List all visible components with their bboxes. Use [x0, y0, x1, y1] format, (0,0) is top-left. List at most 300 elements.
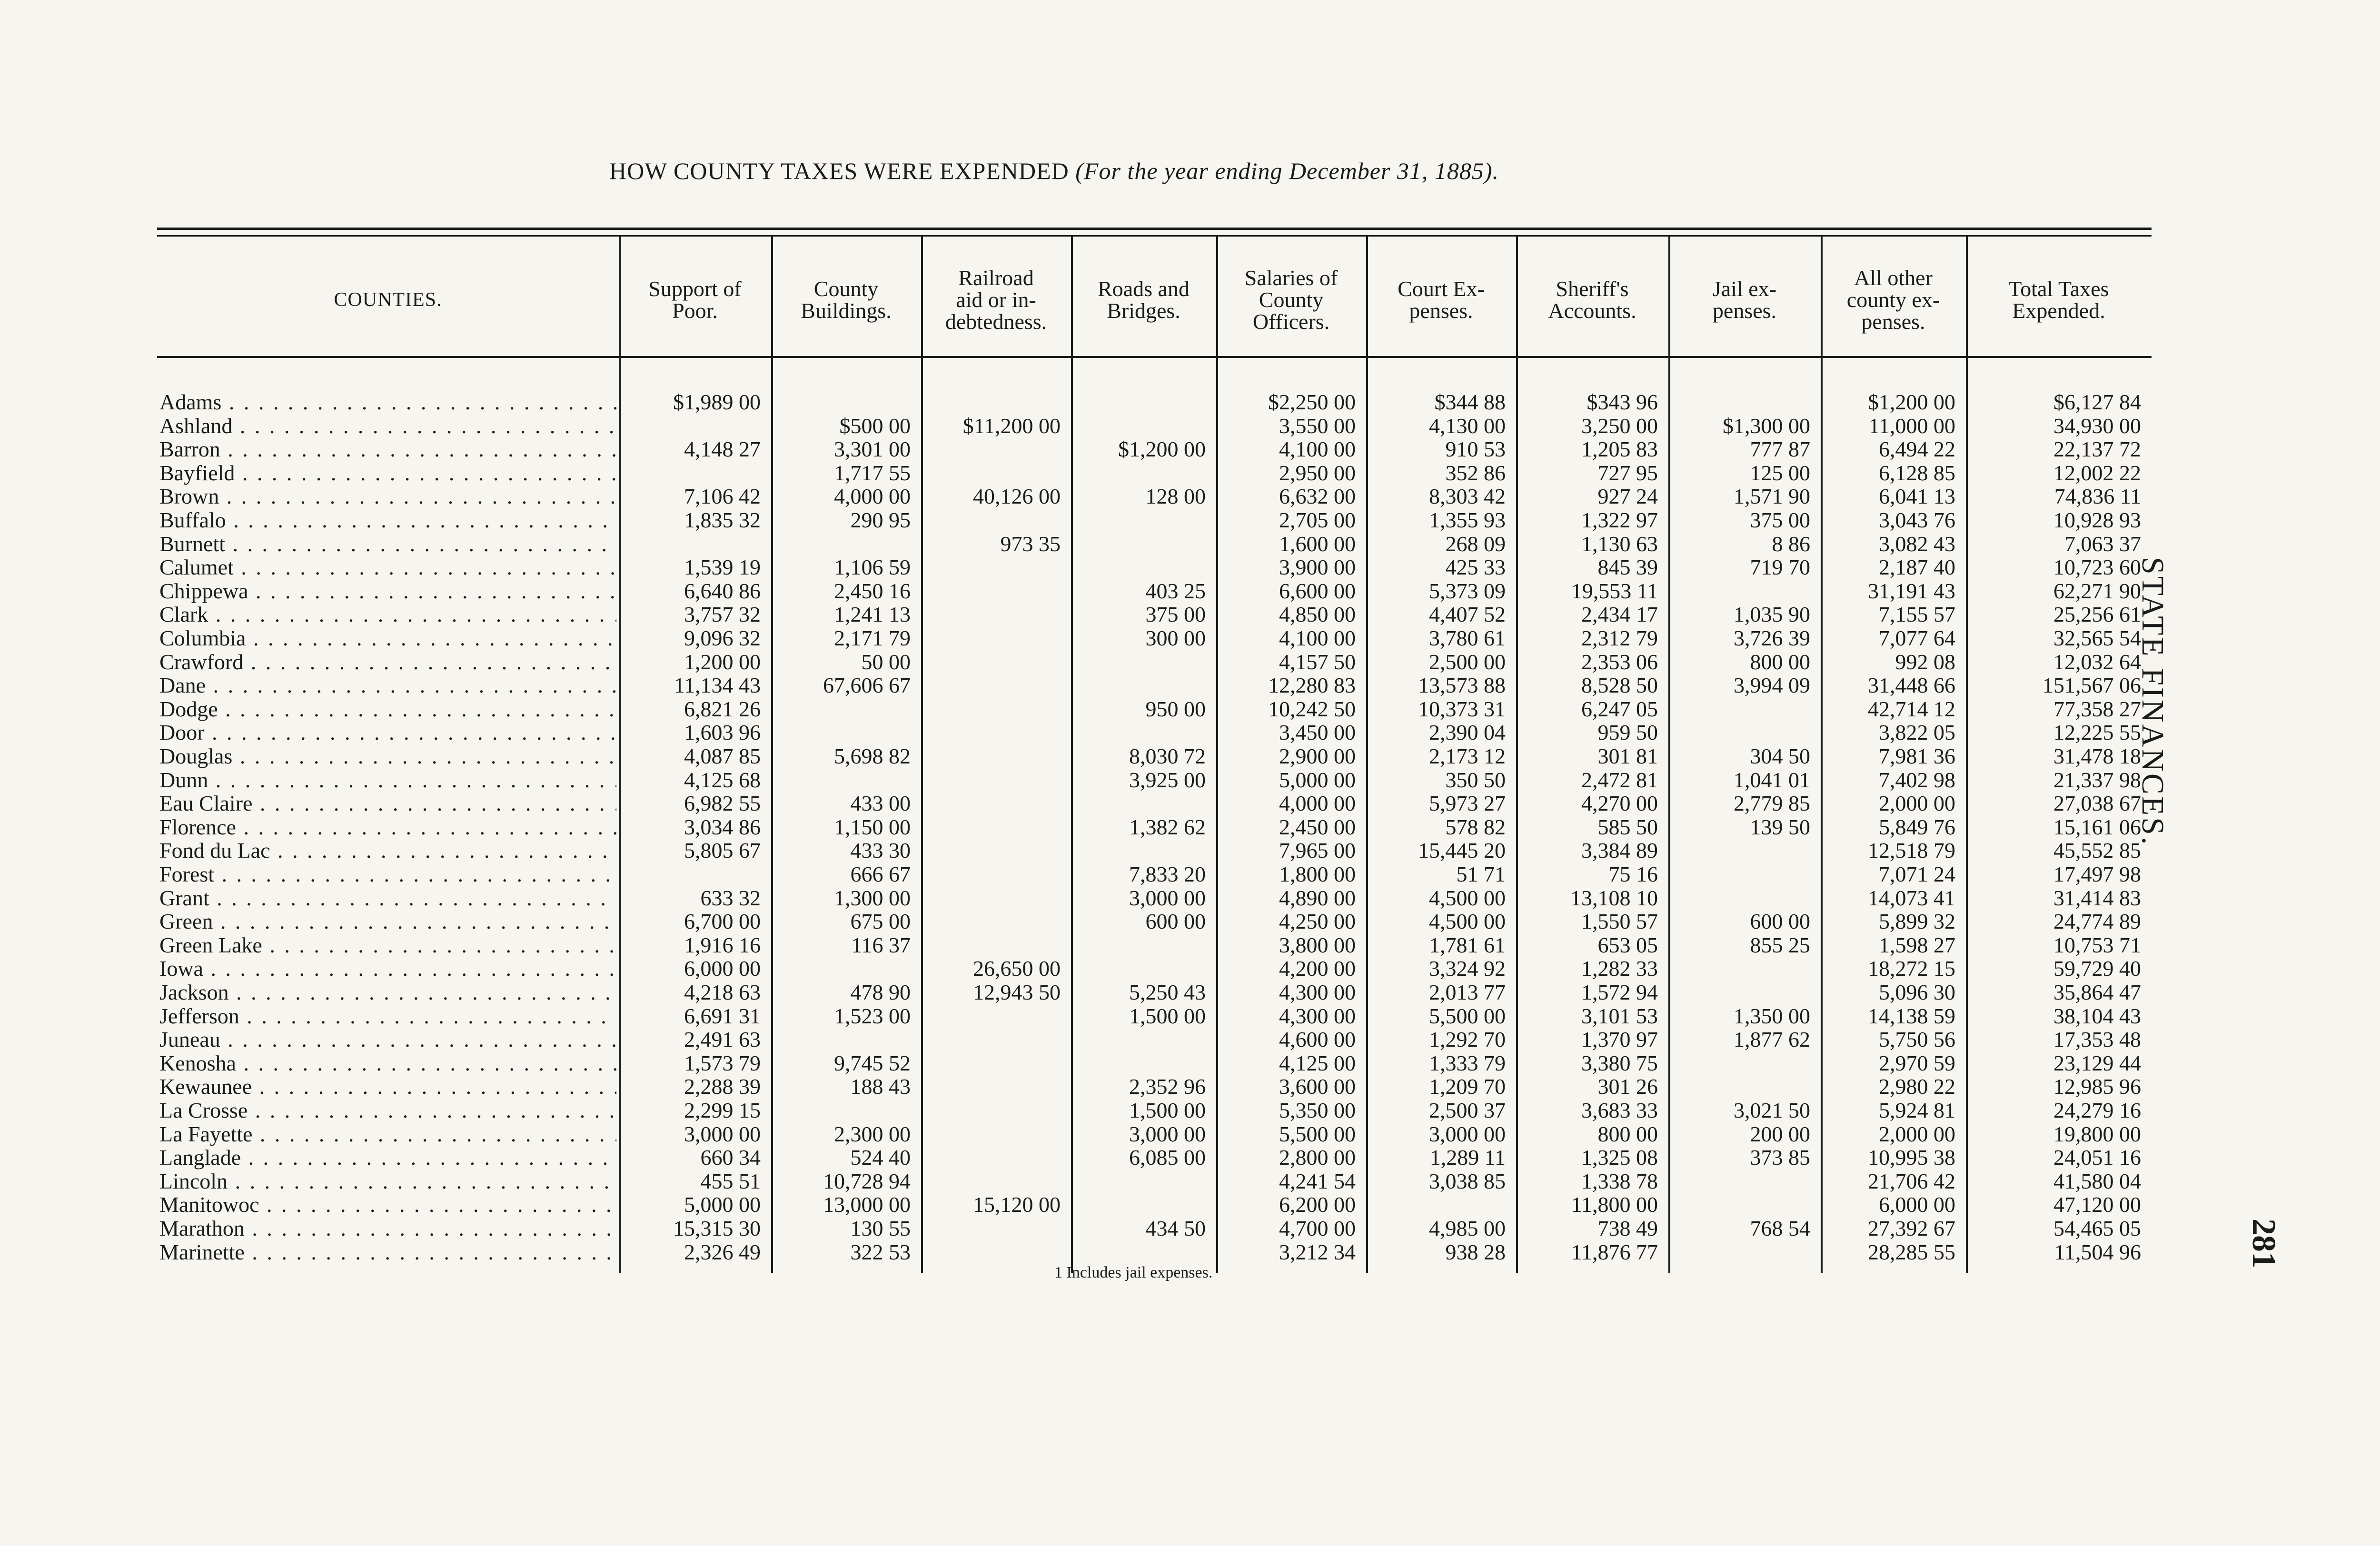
- amount-cell: 2,000 00: [1879, 1121, 1955, 1146]
- amount-cell: [619, 414, 761, 438]
- amount-cell: 4,600 00: [1279, 1027, 1356, 1052]
- table-row: [0, 768, 2190, 792]
- amount-cell: 633 32: [700, 885, 761, 910]
- amount-cell: 2,352 96: [1129, 1074, 1206, 1099]
- amount-cell: 125 00: [1750, 460, 1810, 485]
- amount-cell: [921, 792, 1061, 815]
- amount-cell: [1668, 981, 1810, 1004]
- amount-cell: 2,326 49: [684, 1239, 761, 1264]
- amount-cell: 1,282 33: [1581, 956, 1658, 981]
- amount-cell: 927 24: [1597, 484, 1658, 509]
- county-name: Juneau . . .: [159, 1028, 616, 1051]
- amount-cell: 1,325 08: [1581, 1145, 1658, 1170]
- amount-cell: [771, 721, 911, 744]
- amount-cell: 2,450 16: [834, 578, 911, 603]
- column-header: Railroad aid or in- debtedness.: [945, 266, 1047, 334]
- amount-cell: 3,082 43: [1879, 531, 1955, 556]
- amount-cell: 1,292 70: [1429, 1027, 1506, 1052]
- county-name: Barron . . .: [159, 437, 616, 461]
- amount-cell: $6,127 84: [2053, 390, 2141, 414]
- amount-cell: 18,272 15: [1868, 956, 1955, 981]
- amount-cell: 2,288 39: [684, 1074, 761, 1099]
- amount-cell: 6,041 13: [1879, 484, 1955, 509]
- amount-cell: 7,063 37: [2064, 531, 2141, 556]
- county-name: Kenosha . . .: [159, 1051, 616, 1075]
- amount-cell: 10,728 94: [823, 1169, 911, 1193]
- amount-cell: 1,598 27: [1879, 932, 1955, 957]
- amount-cell: [921, 1075, 1061, 1099]
- amount-cell: 4,241 54: [1279, 1169, 1356, 1193]
- amount-cell: 12,280 83: [1268, 673, 1356, 698]
- column-header: Court Ex- penses.: [1398, 277, 1485, 323]
- amount-cell: 188 43: [850, 1074, 911, 1099]
- amount-cell: [1071, 933, 1206, 957]
- amount-cell: [921, 1122, 1061, 1146]
- amount-cell: 455 51: [700, 1169, 761, 1193]
- county-name: Marathon . . .: [159, 1217, 616, 1240]
- amount-cell: 12,985 96: [2053, 1074, 2141, 1099]
- amount-cell: 3,043 76: [1879, 508, 1955, 532]
- amount-cell: [771, 1099, 911, 1122]
- amount-cell: 1,041 01: [1734, 767, 1810, 792]
- table-row: [0, 437, 2190, 461]
- amount-cell: 67,606 67: [823, 673, 911, 698]
- amount-cell: 75 16: [1608, 862, 1658, 886]
- amount-cell: 4,087 85: [684, 744, 761, 768]
- amount-cell: 6,247 05: [1581, 696, 1658, 721]
- amount-cell: 5,849 76: [1879, 814, 1955, 839]
- amount-cell: 800 00: [1750, 649, 1810, 674]
- amount-cell: 845 39: [1597, 555, 1658, 580]
- county-name: Kewaunee . . .: [159, 1075, 616, 1099]
- table-row: [0, 1169, 2190, 1193]
- amount-cell: 4,985 00: [1429, 1216, 1506, 1240]
- amount-cell: $1,989 00: [673, 390, 761, 414]
- amount-cell: 301 26: [1597, 1074, 1658, 1099]
- amount-cell: [1366, 1193, 1506, 1217]
- amount-cell: 2,299 15: [684, 1098, 761, 1122]
- amount-cell: 2,500 00: [1429, 649, 1506, 674]
- amount-cell: [1071, 390, 1206, 414]
- amount-cell: 3,034 86: [684, 814, 761, 839]
- amount-cell: 13,573 88: [1418, 673, 1506, 698]
- table-row: [0, 957, 2190, 981]
- amount-cell: $1,200 00: [1118, 437, 1206, 462]
- amount-cell: 1,035 90: [1734, 602, 1810, 627]
- amount-cell: 7,071 24: [1879, 862, 1955, 886]
- table-row: [0, 933, 2190, 957]
- amount-cell: [1071, 839, 1206, 862]
- amount-cell: 31,478 18: [2053, 744, 2141, 768]
- county-name: Eau Claire . . .: [159, 792, 616, 815]
- amount-cell: 4,100 00: [1279, 437, 1356, 462]
- amount-cell: 62,271 90: [2053, 578, 2141, 603]
- amount-cell: 4,500 00: [1429, 909, 1506, 934]
- amount-cell: 3,600 00: [1279, 1074, 1356, 1099]
- amount-cell: [1668, 579, 1810, 603]
- amount-cell: 1,603 96: [684, 720, 761, 745]
- amount-cell: 5,698 82: [834, 744, 911, 768]
- amount-cell: 3,212 34: [1279, 1239, 1356, 1264]
- amount-cell: [1668, 1240, 1810, 1264]
- amount-cell: 3,450 00: [1279, 720, 1356, 745]
- amount-cell: [619, 532, 761, 556]
- amount-cell: 8,528 50: [1581, 673, 1658, 698]
- amount-cell: 1,130 63: [1581, 531, 1658, 556]
- amount-cell: 1,289 11: [1429, 1145, 1506, 1170]
- amount-cell: [771, 957, 911, 981]
- amount-cell: 290 95: [850, 508, 911, 532]
- table-row: [0, 414, 2190, 438]
- amount-cell: 3,101 53: [1581, 1003, 1658, 1028]
- amount-cell: 719 70: [1750, 555, 1810, 580]
- amount-cell: 42,714 12: [1868, 696, 1955, 721]
- amount-cell: 585 50: [1597, 814, 1658, 839]
- amount-cell: 1,523 00: [834, 1003, 911, 1028]
- column-header: Support of Poor.: [648, 277, 742, 323]
- amount-cell: 322 53: [850, 1239, 911, 1264]
- amount-cell: 4,270 00: [1581, 791, 1658, 816]
- amount-cell: [1668, 390, 1810, 414]
- amount-cell: 40,126 00: [973, 484, 1061, 509]
- amount-cell: 2,390 04: [1429, 720, 1506, 745]
- amount-cell: 27,392 67: [1868, 1216, 1955, 1240]
- amount-cell: 3,683 33: [1581, 1098, 1658, 1122]
- amount-cell: 6,200 00: [1279, 1192, 1356, 1217]
- page-title: [609, 157, 1695, 185]
- amount-cell: 12,002 22: [2053, 460, 2141, 485]
- amount-cell: [1071, 1028, 1206, 1051]
- amount-cell: 6,000 00: [684, 956, 761, 981]
- amount-cell: [1071, 508, 1206, 532]
- table-row: [0, 650, 2190, 674]
- amount-cell: 653 05: [1597, 932, 1658, 957]
- amount-cell: 959 50: [1597, 720, 1658, 745]
- amount-cell: 973 35: [1000, 531, 1061, 556]
- amount-cell: 14,073 41: [1868, 885, 1955, 910]
- amount-cell: 1,333 79: [1429, 1050, 1506, 1075]
- amount-cell: 19,800 00: [2053, 1121, 2141, 1146]
- amount-cell: 4,700 00: [1279, 1216, 1356, 1240]
- amount-cell: 8 86: [1772, 531, 1810, 556]
- amount-cell: $500 00: [839, 413, 911, 438]
- amount-cell: 151,567 06: [2043, 673, 2141, 698]
- amount-cell: 10,242 50: [1268, 696, 1356, 721]
- county-name: La Fayette . . .: [159, 1122, 616, 1146]
- amount-cell: 59,729 40: [2053, 956, 2141, 981]
- amount-cell: 54,465 05: [2053, 1216, 2141, 1240]
- amount-cell: 10,373 31: [1418, 696, 1506, 721]
- amount-cell: 777 87: [1750, 437, 1810, 462]
- amount-cell: 425 33: [1445, 555, 1506, 580]
- amount-cell: 21,706 42: [1868, 1169, 1955, 1193]
- amount-cell: 4,157 50: [1279, 649, 1356, 674]
- amount-cell: 2,173 12: [1429, 744, 1506, 768]
- amount-cell: 50 00: [861, 649, 911, 674]
- amount-cell: 2,491 63: [684, 1027, 761, 1052]
- amount-cell: 1,717 55: [834, 460, 911, 485]
- amount-cell: 34,930 00: [2053, 413, 2141, 438]
- amount-cell: 1,916 16: [684, 932, 761, 957]
- amount-cell: 26,650 00: [973, 956, 1061, 981]
- table-row: [0, 555, 2190, 579]
- county-name: Ashland . . .: [159, 414, 616, 438]
- amount-cell: 17,353 48: [2053, 1027, 2141, 1052]
- amount-cell: [1071, 650, 1206, 674]
- amount-cell: [619, 862, 761, 886]
- amount-cell: 3,301 00: [834, 437, 911, 462]
- amount-cell: 6,494 22: [1879, 437, 1955, 462]
- amount-cell: 5,350 00: [1279, 1098, 1356, 1122]
- amount-cell: 8,303 42: [1429, 484, 1506, 509]
- amount-cell: 5,000 00: [684, 1192, 761, 1217]
- amount-cell: 4,300 00: [1279, 980, 1356, 1004]
- amount-cell: 11,504 96: [2054, 1239, 2141, 1264]
- amount-cell: 7,965 00: [1279, 838, 1356, 863]
- amount-cell: [1668, 862, 1810, 886]
- amount-cell: 4,200 00: [1279, 956, 1356, 981]
- amount-cell: 268 09: [1445, 531, 1506, 556]
- amount-cell: 11,800 00: [1571, 1192, 1658, 1217]
- amount-cell: 1,350 00: [1734, 1003, 1810, 1028]
- amount-cell: 373 85: [1750, 1145, 1810, 1170]
- amount-cell: 38,104 43: [2053, 1003, 2141, 1028]
- amount-cell: 128 00: [1145, 484, 1206, 509]
- table-row: [0, 1075, 2190, 1099]
- amount-cell: 19,553 11: [1571, 578, 1658, 603]
- amount-cell: 2,980 22: [1879, 1074, 1955, 1099]
- amount-cell: 10,723 60: [2053, 555, 2141, 580]
- county-name: Grant . . .: [159, 886, 616, 910]
- table-row: [0, 1028, 2190, 1051]
- county-name: Forest . . .: [159, 862, 616, 886]
- amount-cell: 675 00: [850, 909, 911, 934]
- amount-cell: 7,833 20: [1129, 862, 1206, 886]
- column-header: County Buildings.: [801, 277, 892, 323]
- amount-cell: 28,285 55: [1868, 1239, 1955, 1264]
- amount-cell: 1,877 62: [1734, 1027, 1810, 1052]
- table-row: [0, 508, 2190, 532]
- amount-cell: 15,315 30: [673, 1216, 761, 1240]
- amount-cell: 5,250 43: [1129, 980, 1206, 1004]
- amount-cell: [921, 886, 1061, 910]
- county-name: La Crosse . . .: [159, 1099, 616, 1122]
- amount-cell: 5,750 56: [1879, 1027, 1955, 1052]
- county-name: Chippewa . . .: [159, 579, 616, 603]
- amount-cell: 1,500 00: [1129, 1098, 1206, 1122]
- amount-cell: 738 49: [1597, 1216, 1658, 1240]
- amount-cell: 5,000 00: [1279, 767, 1356, 792]
- amount-cell: 3,994 09: [1734, 673, 1810, 698]
- amount-cell: [921, 910, 1061, 933]
- amount-cell: 4,500 00: [1429, 885, 1506, 910]
- amount-cell: 1,106 59: [834, 555, 911, 580]
- county-name: Crawford . . .: [159, 650, 616, 674]
- amount-cell: 11,000 00: [1868, 413, 1955, 438]
- amount-cell: 1,370 97: [1581, 1027, 1658, 1052]
- column-header: Roads and Bridges.: [1098, 277, 1190, 323]
- amount-cell: 1,300 00: [834, 885, 911, 910]
- amount-cell: 1,241 13: [834, 602, 911, 627]
- title-main: HOW COUNTY TAXES WERE EXPENDED: [609, 158, 1069, 184]
- table-row: [0, 981, 2190, 1004]
- amount-cell: [921, 437, 1061, 461]
- amount-cell: [619, 461, 761, 485]
- amount-cell: 5,096 30: [1879, 980, 1955, 1004]
- amount-cell: [1071, 674, 1206, 697]
- amount-cell: 6,640 86: [684, 578, 761, 603]
- amount-cell: 4,130 00: [1429, 413, 1506, 438]
- amount-cell: 32,565 54: [2053, 626, 2141, 650]
- amount-cell: [771, 390, 911, 414]
- amount-cell: [921, 1146, 1061, 1169]
- amount-cell: 12,225 55: [2053, 720, 2141, 745]
- amount-cell: 6,632 00: [1279, 484, 1356, 509]
- amount-cell: 10,928 93: [2053, 508, 2141, 532]
- amount-cell: 10,995 38: [1868, 1145, 1955, 1170]
- amount-cell: 4,890 00: [1279, 885, 1356, 910]
- amount-cell: 4,218 63: [684, 980, 761, 1004]
- amount-cell: [1668, 1075, 1810, 1099]
- amount-cell: [771, 768, 911, 792]
- county-name: Langlade . . .: [159, 1146, 616, 1169]
- amount-cell: [921, 721, 1061, 744]
- amount-cell: $11,200 00: [962, 413, 1061, 438]
- amount-cell: 403 25: [1145, 578, 1206, 603]
- column-header: COUNTIES.: [334, 289, 442, 311]
- amount-cell: 116 37: [851, 932, 911, 957]
- amount-cell: 8,030 72: [1129, 744, 1206, 768]
- amount-cell: 5,500 00: [1429, 1003, 1506, 1028]
- amount-cell: 727 95: [1597, 460, 1658, 485]
- amount-cell: 1,572 94: [1581, 980, 1658, 1004]
- table-row: [0, 1004, 2190, 1028]
- amount-cell: 6,821 26: [684, 696, 761, 721]
- amount-cell: [1071, 1193, 1206, 1217]
- amount-cell: [921, 1028, 1061, 1051]
- amount-cell: 300 00: [1145, 626, 1206, 650]
- amount-cell: 2,000 00: [1879, 791, 1955, 816]
- amount-cell: 2,500 37: [1429, 1098, 1506, 1122]
- amount-cell: 1,205 83: [1581, 437, 1658, 462]
- amount-cell: [1071, 532, 1206, 556]
- amount-cell: 3,925 00: [1129, 767, 1206, 792]
- table-row: [0, 674, 2190, 697]
- amount-cell: [921, 862, 1061, 886]
- amount-cell: [921, 603, 1061, 626]
- amount-cell: 5,805 67: [684, 838, 761, 863]
- table-row: [0, 839, 2190, 862]
- amount-cell: 478 90: [850, 980, 911, 1004]
- amount-cell: 4,250 00: [1279, 909, 1356, 934]
- amount-cell: 25,256 61: [2053, 602, 2141, 627]
- column-header: All other county ex- penses.: [1846, 266, 1940, 334]
- amount-cell: 1,835 32: [684, 508, 761, 532]
- county-name: Door . . .: [159, 721, 616, 744]
- county-name: Jefferson . . .: [159, 1004, 616, 1028]
- amount-cell: [1071, 461, 1206, 485]
- county-name: Florence . . .: [159, 815, 616, 839]
- county-name: Calumet . . .: [159, 555, 616, 579]
- amount-cell: 910 53: [1445, 437, 1506, 462]
- amount-cell: [921, 674, 1061, 697]
- amount-cell: 350 50: [1445, 767, 1506, 792]
- amount-cell: 3,000 00: [1429, 1121, 1506, 1146]
- amount-cell: 2,970 59: [1879, 1050, 1955, 1075]
- amount-cell: [1668, 721, 1810, 744]
- amount-cell: 12,518 79: [1868, 838, 1955, 863]
- amount-cell: [921, 768, 1061, 792]
- amount-cell: [1668, 1051, 1810, 1075]
- amount-cell: 51 71: [1456, 862, 1506, 886]
- amount-cell: 17,497 98: [2053, 862, 2141, 886]
- amount-cell: 5,973 27: [1429, 791, 1506, 816]
- amount-cell: 992 08: [1895, 649, 1955, 674]
- amount-cell: [1668, 697, 1810, 721]
- amount-cell: [771, 532, 911, 556]
- amount-cell: [1071, 1240, 1206, 1264]
- amount-cell: $2,250 00: [1268, 390, 1356, 414]
- amount-cell: 130 55: [850, 1216, 911, 1240]
- amount-cell: 2,900 00: [1279, 744, 1356, 768]
- amount-cell: 3,000 00: [684, 1121, 761, 1146]
- amount-cell: 3,726 39: [1734, 626, 1810, 650]
- amount-cell: 3,038 85: [1429, 1169, 1506, 1193]
- amount-cell: 2,779 85: [1734, 791, 1810, 816]
- amount-cell: 434 50: [1145, 1216, 1206, 1240]
- amount-cell: 139 50: [1750, 814, 1810, 839]
- amount-cell: [921, 650, 1061, 674]
- amount-cell: [921, 461, 1061, 485]
- amount-cell: 3,384 89: [1581, 838, 1658, 863]
- amount-cell: 6,600 00: [1279, 578, 1356, 603]
- amount-cell: 6,700 00: [684, 909, 761, 934]
- amount-cell: 1,150 00: [834, 814, 911, 839]
- amount-cell: [921, 1051, 1061, 1075]
- county-name: Marinette . . .: [159, 1240, 616, 1264]
- amount-cell: 304 50: [1750, 744, 1810, 768]
- amount-cell: 12,943 50: [973, 980, 1061, 1004]
- amount-cell: 660 34: [700, 1145, 761, 1170]
- amount-cell: 2,312 79: [1581, 626, 1658, 650]
- table-row: [0, 532, 2190, 556]
- amount-cell: 3,380 75: [1581, 1050, 1658, 1075]
- amount-cell: 1,209 70: [1429, 1074, 1506, 1099]
- column-header: Sheriff's Accounts.: [1548, 277, 1636, 323]
- amount-cell: [921, 697, 1061, 721]
- amount-cell: 9,096 32: [684, 626, 761, 650]
- amount-cell: 24,774 89: [2053, 909, 2141, 934]
- table-row: [0, 390, 2190, 414]
- table-row: [0, 461, 2190, 485]
- footnote: 1 Includes jail expenses.: [1054, 1264, 1213, 1281]
- amount-cell: 5,899 32: [1879, 909, 1955, 934]
- amount-cell: 938 28: [1445, 1239, 1506, 1264]
- county-name: Iowa . . .: [159, 957, 616, 981]
- amount-cell: [921, 1099, 1061, 1122]
- amount-cell: [921, 1004, 1061, 1028]
- amount-cell: [1668, 1169, 1810, 1193]
- amount-cell: $1,300 00: [1723, 413, 1810, 438]
- amount-cell: [1668, 1193, 1810, 1217]
- amount-cell: 31,414 83: [2053, 885, 2141, 910]
- county-name: Buffalo . . .: [159, 508, 616, 532]
- title-year: (For the year ending December 31, 1885).: [1075, 158, 1499, 184]
- amount-cell: 14,138 59: [1868, 1003, 1955, 1028]
- amount-cell: [1668, 839, 1810, 862]
- table-row: [0, 697, 2190, 721]
- table-row: [0, 815, 2190, 839]
